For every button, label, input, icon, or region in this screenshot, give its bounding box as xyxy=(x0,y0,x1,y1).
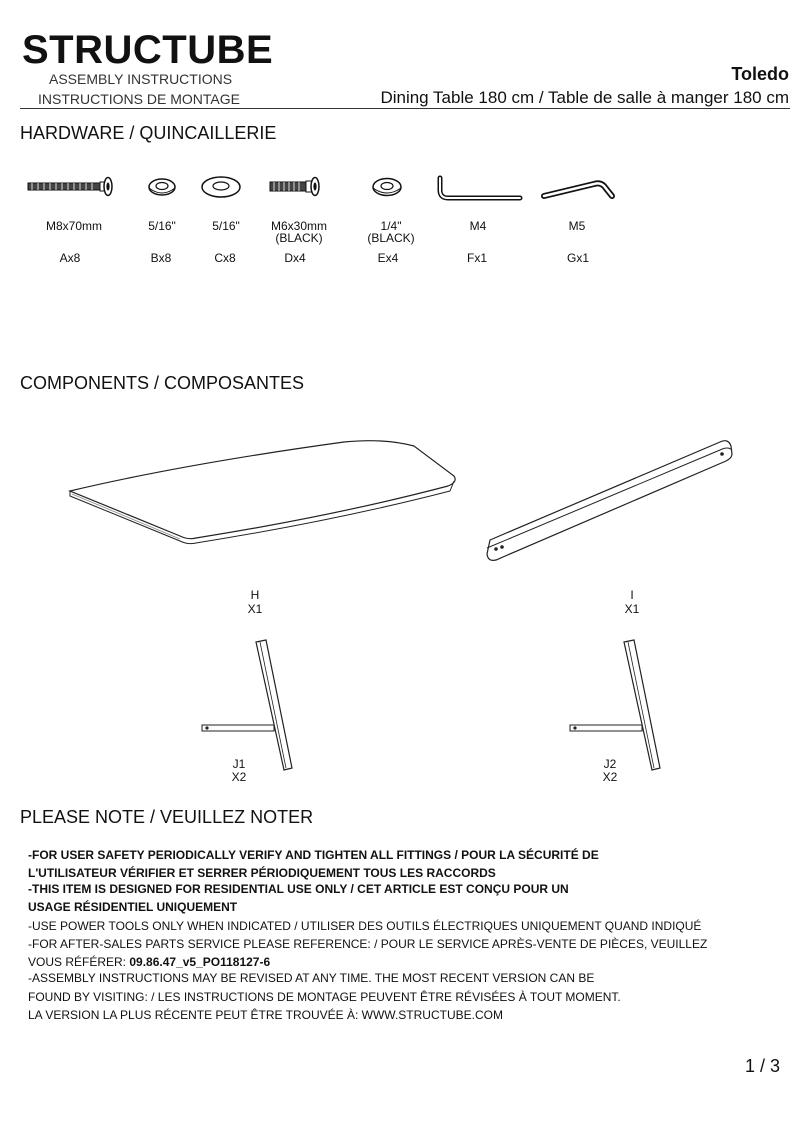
hw-count-g: Gx1 xyxy=(566,251,589,265)
brand-logo: STRUCTUBE xyxy=(22,28,274,72)
hw-size-b: 5/16" xyxy=(148,219,176,233)
part-j1-qty: X2 xyxy=(231,770,247,784)
note-line: -FOR AFTER-SALES PARTS SERVICE PLEASE REFERENCE: / POUR LE SERVICE APRÈS-VENTE DE PIÈCES, VEUILLEZ xyxy=(28,937,708,951)
hw-size-d-note: (BLACK) xyxy=(275,231,323,245)
subtitle-en: ASSEMBLY INSTRUCTIONS xyxy=(49,71,233,87)
hw-size-e: 1/4" xyxy=(380,219,402,233)
hw-size-a: M8x70mm xyxy=(45,219,102,233)
note-line: -USE POWER TOOLS ONLY WHEN INDICATED / UTILISER DES OUTILS ÉLECTRIQUES UNIQUEMENT QUAND INDIQUÉ xyxy=(28,919,702,933)
part-h-letter: H xyxy=(250,588,260,602)
subtitle-fr: INSTRUCTIONS DE MONTAGE xyxy=(38,91,240,107)
hw-size-e-note: (BLACK) xyxy=(367,231,415,245)
part-i-letter: I xyxy=(630,588,634,602)
leg-j2-illustration xyxy=(566,638,666,772)
note-line: LA VERSION LA PLUS RÉCENTE PEUT ÊTRE TROUVÉE À: WWW.STRUCTUBE.COM xyxy=(28,1008,503,1022)
hw-size-d: M6x30mm xyxy=(270,219,327,233)
header-divider xyxy=(20,108,790,109)
lock-washer-icon xyxy=(147,176,177,198)
leg-j1-illustration xyxy=(198,638,298,772)
note-line: USAGE RÉSIDENTIEL UNIQUEMENT xyxy=(28,900,238,914)
hw-count-d: Dx4 xyxy=(284,251,306,265)
product-name: Dining Table 180 cm / Table de salle à manger 180 cm xyxy=(380,88,789,107)
hw-count-b: Bx8 xyxy=(150,251,172,265)
model-name: Toledo xyxy=(731,64,789,84)
hw-count-a: Ax8 xyxy=(59,251,81,265)
hw-count-e: Ex4 xyxy=(377,251,399,265)
allen-key-m4-icon xyxy=(436,176,526,202)
note-line: -THIS ITEM IS DESIGNED FOR RESIDENTIAL USE ONLY / CET ARTICLE EST CONÇU POUR UN xyxy=(28,882,569,896)
components-title: COMPONENTS / COMPOSANTES xyxy=(20,373,305,393)
note-line: -ASSEMBLY INSTRUCTIONS MAY BE REVISED AT ANY TIME. THE MOST RECENT VERSION CAN BE xyxy=(28,971,595,985)
hardware-title: HARDWARE / QUINCAILLERIE xyxy=(20,123,277,143)
note-line: L'UTILISATEUR VÉRIFIER ET SERRER PÉRIODIQUEMENT TOUS LES RACCORDS xyxy=(28,866,496,880)
small-washer-icon xyxy=(370,176,404,198)
allen-key-m5-icon xyxy=(540,176,620,202)
notes-title: PLEASE NOTE / VEUILLEZ NOTER xyxy=(20,807,314,827)
part-i-qty: X1 xyxy=(624,602,640,616)
part-j1-letter: J1 xyxy=(232,757,246,771)
short-bolt-icon xyxy=(270,176,324,198)
hw-size-g: M5 xyxy=(568,219,586,233)
hw-count-c: Cx8 xyxy=(214,251,236,265)
reference-number: 09.86.47_v5_PO118127-6 xyxy=(129,955,271,969)
bolt-icon xyxy=(28,176,114,198)
flat-washer-icon xyxy=(200,175,242,199)
hw-size-f: M4 xyxy=(469,219,487,233)
note-line: FOUND BY VISITING: / LES INSTRUCTIONS DE MONTAGE PEUVENT ÊTRE RÉVISÉES À TOUT MOMENT. xyxy=(28,990,621,1004)
side-rail-illustration xyxy=(484,436,740,564)
hw-size-c: 5/16" xyxy=(212,219,240,233)
note-line: -FOR USER SAFETY PERIODICALLY VERIFY AND TIGHTEN ALL FITTINGS / POUR LA SÉCURITÉ DE xyxy=(28,848,599,862)
part-j2-letter: J2 xyxy=(603,757,617,771)
note-ref-label: VOUS RÉFÉRER: xyxy=(28,955,127,969)
table-top-illustration xyxy=(64,436,464,552)
hw-count-f: Fx1 xyxy=(466,251,487,265)
part-j2-qty: X2 xyxy=(602,770,618,784)
page-number: 1 / 3 xyxy=(744,1056,780,1076)
part-h-qty: X1 xyxy=(247,602,263,616)
